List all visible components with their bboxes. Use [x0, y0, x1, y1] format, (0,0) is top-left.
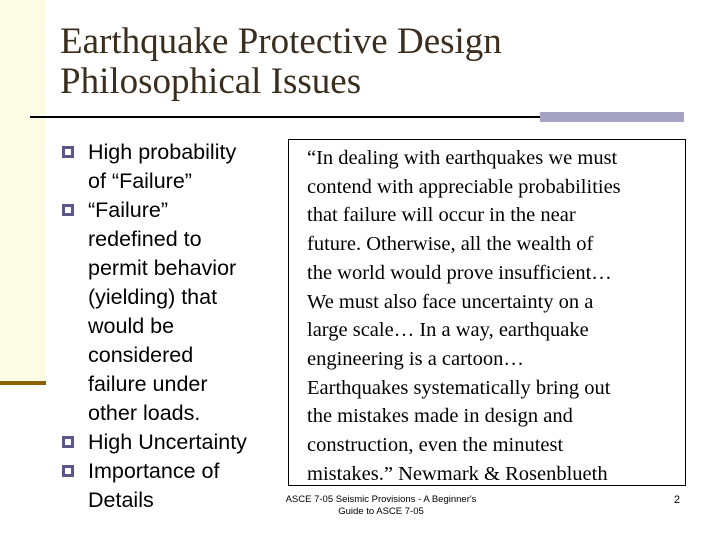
quote-line: contend with appreciable probabilities	[307, 175, 621, 198]
quote-line: future. Otherwise, all the wealth of	[307, 233, 594, 256]
quote-line: Earthquakes systematically bring out	[307, 376, 611, 399]
quote-line: We must also face uncertainty on a	[307, 290, 594, 313]
bullet-line: Details	[88, 488, 154, 512]
bullet-line: (yielding) that	[88, 285, 218, 309]
slide-title	[60, 22, 700, 102]
bullet-item	[62, 196, 282, 428]
bullet-line: High probability	[88, 140, 237, 164]
slide-footer	[276, 494, 486, 518]
bullet-list	[62, 138, 282, 515]
quote-text	[307, 144, 682, 488]
title-line-2: Philosophical Issues	[60, 61, 362, 102]
square-bullet-icon	[62, 465, 74, 477]
square-bullet-icon	[62, 204, 74, 216]
square-bullet-icon	[62, 146, 74, 158]
title-line-1: Earthquake Protective Design	[60, 21, 502, 62]
bullet-line: “Failure”	[88, 198, 169, 222]
quote-line: the mistakes made in design and	[307, 405, 573, 428]
title-underline	[30, 116, 540, 118]
quote-line: engineering is a cartoon…	[307, 347, 524, 370]
page-number: 2	[673, 494, 680, 506]
quote-line: that failure will occur in the near	[307, 204, 576, 227]
bullet-line: would be	[88, 314, 175, 338]
quote-line: “In dealing with earthquakes we must	[307, 147, 618, 169]
square-bullet-icon	[62, 436, 74, 448]
bullet-item	[62, 138, 282, 196]
bullet-item	[62, 457, 282, 515]
quote-line: the world would prove insufficient…	[307, 261, 612, 284]
bullet-line: of “Failure”	[88, 169, 192, 193]
bullet-line: redefined to	[88, 227, 202, 251]
footer-line-2: Guide to ASCE 7-05	[338, 506, 424, 517]
quote-line: mistakes.” Newmark & Rosenblueth	[307, 462, 608, 485]
bullet-line: considered	[88, 343, 194, 367]
bullet-line: High Uncertainty	[88, 430, 247, 454]
bullet-line: other loads.	[88, 401, 201, 425]
bullet-line: permit behavior	[88, 256, 237, 280]
left-decor-line	[0, 381, 46, 385]
footer-line-1: ASCE 7-05 Seismic Provisions - A Beginner's	[285, 494, 477, 505]
left-decor-bar	[0, 0, 46, 383]
quote-line: large scale… In a way, earthquake	[307, 319, 589, 342]
title-accent-bar	[540, 112, 684, 122]
bullet-item	[62, 428, 282, 457]
bullet-line: failure under	[88, 372, 208, 396]
bullet-line: Importance of	[88, 459, 220, 483]
quote-line: construction, even the minutest	[307, 434, 564, 457]
